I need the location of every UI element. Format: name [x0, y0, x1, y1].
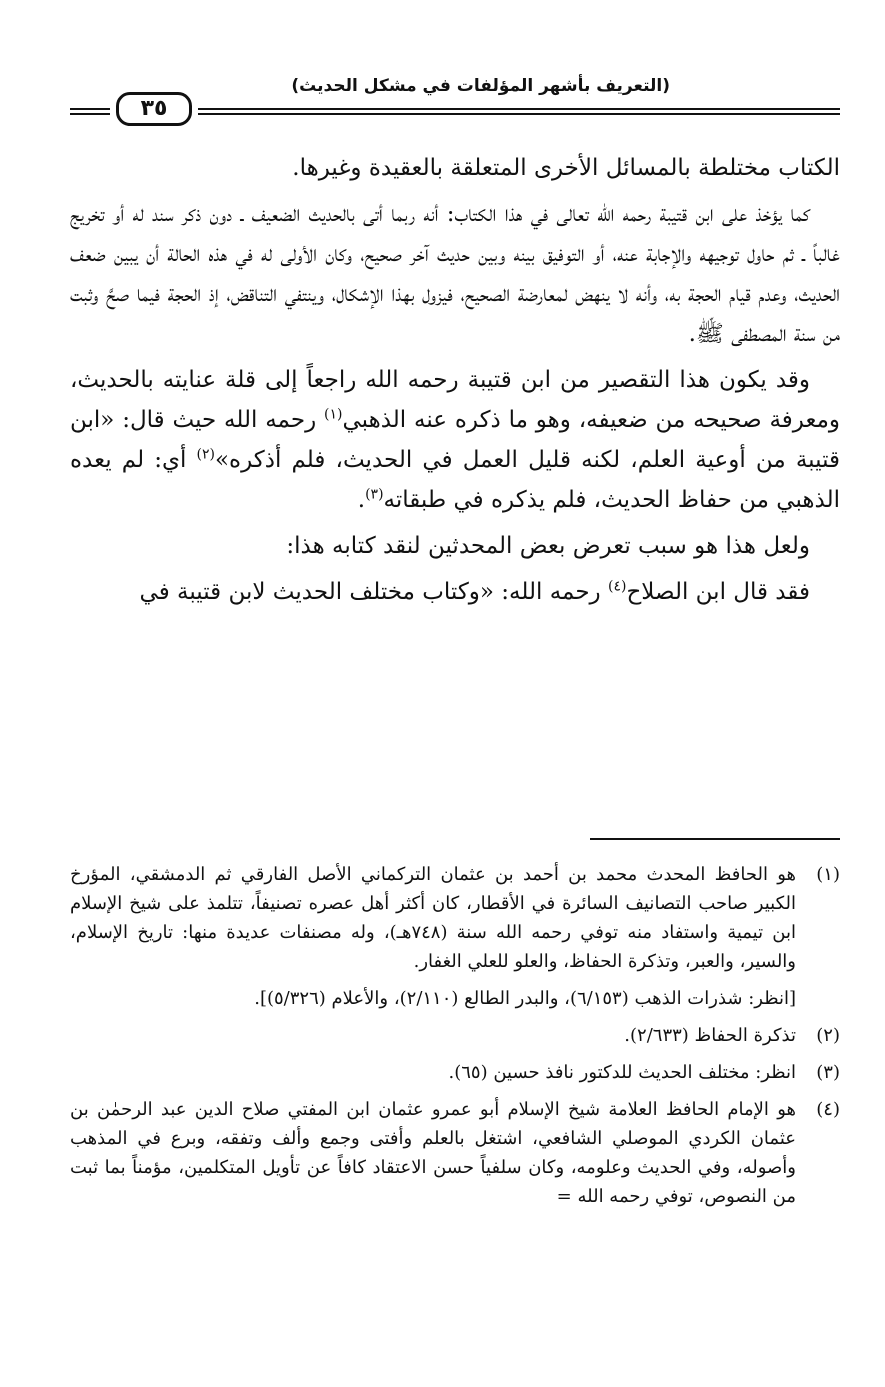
footnote-ref-3[interactable]: (٣)	[365, 486, 384, 503]
paragraph-5-part-b: رحمه الله: «وكتاب مختلف الحديث لابن قتيبة في	[139, 579, 608, 605]
paragraph-4: ولعل هذا هو سبب تعرض بعض المحدثين لنقد كتابه هذا:	[286, 533, 810, 559]
footnote-number: (١)	[816, 864, 840, 885]
footnote-text: هو الإمام الحافظ العلامة شيخ الإسلام أبو عمرو عثمان ابن المفتي صلاح الدين عبد الرحمٰن بن عثمان الكردي الموصلي الشافعي، اشتغل بالعلم وأفتى وجمع وألف وتفقه، وبرع في المذهب وأصوله، وفي الحديث وعلومه، وكان سلفياً حسن الاعتقاد كافاً عن تأويل المتكلمين، مؤمناً بما ثبت من النصوص، توفي رحمه الله =	[70, 1099, 796, 1207]
footnote-ref-1[interactable]: (١)	[324, 406, 343, 423]
footnote-1-sources: [انظر: شذرات الذهب (٦/١٥٣)، والبدر الطالع (٢/١١٠)، والأعلام (٥/٣٢٦)].	[254, 988, 796, 1009]
footnotes	[70, 860, 840, 1219]
paragraph-5-part-a: فقد قال ابن الصلاح	[626, 579, 810, 605]
footnote-number: (٤)	[816, 1099, 840, 1120]
footnote-4	[70, 1095, 840, 1211]
footnote-number: (٢)	[816, 1025, 840, 1046]
paragraph-2: كما يؤخذ على ابن قتيبة رحمه الله تعالى في هذا الكتاب: أنه ربما أتى بالحديث الضعيف ـ دون ذكر سند له أو تخريج غالباً ـ ثم حاول توجيهه والإجابة عنه، أو التوفيق بينه وبين حديث آخر صحيح، وكان الأولى له في هذه الحالة أن يبين ضعف الحديث، وعدم قيام الحجة به، وأنه لا ينهض لمعارضة الصحيح، فيزول بهذا الإشكال، وينتفي التناقض، إذ الحجة فيما صحَّ وثبت من سنة المصطفى ﷺ.	[70, 201, 840, 347]
footnote-text: انظر: مختلف الحديث للدكتور نافذ حسين (٦٥).	[448, 1062, 796, 1083]
footnote-2	[70, 1021, 840, 1050]
page-header	[70, 70, 840, 130]
page-number: ٣٥	[116, 92, 192, 126]
paragraph-1: الكتاب مختلطة بالمسائل الأخرى المتعلقة بالعقيدة وغيرها.	[292, 155, 840, 181]
header-rule-long	[198, 108, 840, 115]
footnote-ref-2[interactable]: (٢)	[196, 446, 215, 463]
footnote-ref-4[interactable]: (٤)	[607, 578, 627, 595]
paragraph-3-part-a: وقد يكون هذا التقصير من ابن قتيبة رحمه الله راجعاً إلى قلة عنايته بالحديث، ومعرفة صحيحه من ضعيفه، وهو ما ذكره عنه الذهبي	[70, 367, 840, 433]
paragraph-3-part-d: .	[357, 487, 366, 513]
paragraph-3-part-c: أي: لم يعده الذهبي من حفاظ الحديث، فلم يذكره في طبقاته	[70, 447, 840, 513]
paragraph-5	[70, 572, 840, 612]
footnote-3	[70, 1058, 840, 1087]
main-text	[70, 148, 840, 618]
header-rule-short	[70, 108, 110, 115]
running-title: (التعريف بأشهر المؤلفات في مشكل الحديث)	[291, 76, 670, 96]
footnote-text: تذكرة الحفاظ (٢/٦٣٣).	[624, 1025, 796, 1046]
footnote-1	[70, 860, 840, 976]
footnote-text: هو الحافظ المحدث محمد بن أحمد بن عثمان التركماني الأصل الفارقي ثم الدمشقي، المؤرخ الكبير صاحب التصانيف السائرة في الأقطار، كان أكثر أهل عصره تصنيفاً، تتلمذ على شيخ الإسلام ابن تيمية واستفاد منه توفي رحمه الله سنة (٧٤٨هـ)، وله مصنفات عديدة منها: تاريخ الإسلام، والسير، والعبر، وتذكرة الحفاظ، والعلو للعلي الغفار.	[70, 864, 796, 972]
paragraph-3	[70, 360, 840, 520]
paragraph-3-part-b: رحمه الله حيث قال: «ابن قتيبة من أوعية العلم، لكنه قليل العمل في الحديث، فلم أذكره»	[70, 407, 841, 473]
footnote-separator	[590, 838, 840, 840]
footnote-number: (٣)	[816, 1062, 840, 1083]
